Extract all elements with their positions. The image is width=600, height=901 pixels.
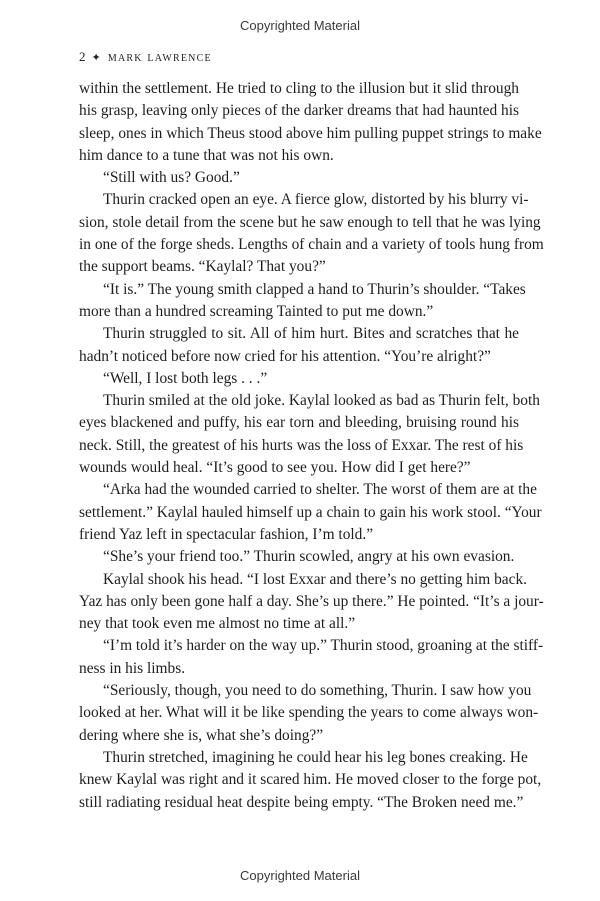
text-line: dering where she is, what she’s doing?” — [79, 726, 324, 744]
text-line: “Still with us? Good.” — [103, 169, 240, 187]
copyright-watermark-bottom: Copyrighted Material — [240, 868, 360, 883]
text-line: Thurin cracked open an eye. A fierce glow, distorted by his blurry vi- — [103, 191, 529, 209]
text-line: more than a hundred screaming Tainted to put me down.” — [79, 302, 434, 320]
text-line: “Well, I lost both legs . . .” — [103, 369, 268, 387]
text-line: “Seriously, though, you need to do something, Thurin. I saw how you — [103, 682, 532, 700]
text-line: Kaylal shook his head. “I lost Exxar and there’s no getting him back. — [103, 570, 527, 588]
author-name: mark lawrence — [107, 50, 212, 65]
text-line: friend Yaz left in spectacular fashion, I’m told.” — [79, 525, 374, 543]
text-line: neck. Still, the greatest of his hurts was the loss of Exxar. The rest of his — [79, 436, 524, 454]
text-line: “It is.” The young smith clapped a hand to Thurin’s shoulder. “Takes — [103, 280, 526, 298]
running-head — [79, 49, 212, 66]
text-line: still radiating residual heat despite being empty. “The Broken need me.” — [79, 793, 524, 811]
text-line: in one of the forge sheds. Lengths of chain and a variety of tools hung from — [79, 236, 544, 254]
page-number: 2 — [79, 49, 86, 64]
text-line: him dance to a tune that was not his own. — [79, 146, 334, 164]
body-text — [79, 78, 544, 814]
text-line: eyes blackened and puffy, his ear torn and bleeding, bruising round his — [79, 414, 519, 432]
text-line: Yaz has only been gone half a day. She’s up there.” He pointed. “It’s a jour- — [79, 592, 544, 610]
copyright-watermark-top: Copyrighted Material — [240, 18, 360, 33]
text-line: within the settlement. He tried to cling to the illusion but it slid through — [79, 80, 519, 97]
text-line: Thurin struggled to sit. All of him hurt. Bites and scratches that he — [103, 325, 519, 343]
text-line: his grasp, leaving only pieces of the darker dreams that had haunted his — [79, 102, 519, 120]
text-line: ney that took even me almost no time at all.” — [79, 615, 356, 633]
text-line: Thurin smiled at the old joke. Kaylal looked as bad as Thurin felt, both — [103, 392, 540, 410]
text-line: “Arka had the wounded carried to shelter. The worst of them are at the — [103, 481, 537, 499]
text-line: wounds would heal. “It’s good to see you. How did I get here?” — [79, 459, 471, 477]
text-line: settlement.” Kaylal hauled himself up a chain to gain his work stool. “Your — [79, 503, 542, 521]
text-line: “She’s your friend too.” Thurin scowled, angry at his own evasion. — [103, 548, 515, 566]
text-line: “I’m told it’s harder on the way up.” Thurin stood, groaning at the stiff- — [103, 637, 544, 655]
text-line: knew Kaylal was right and it scared him. He moved closer to the forge pot, — [79, 771, 542, 789]
text-line: ness in his limbs. — [79, 659, 186, 677]
text-line: sleep, ones in which Theus stood above him pulling puppet strings to make — [79, 124, 542, 142]
text-line: Thurin stretched, imagining he could hear his leg bones creaking. He — [103, 748, 528, 766]
ornament-separator-icon: ✦ — [91, 52, 102, 64]
text-line: hadn’t noticed before now cried for his attention. “You’re alright?” — [79, 347, 491, 365]
text-line: sion, stole detail from the scene but he saw enough to tell that he was lying — [79, 213, 541, 231]
text-line: the support beams. “Kaylal? That you?” — [79, 258, 326, 276]
text-line: looked at her. What will it be like spending the years to come always won- — [79, 704, 539, 722]
